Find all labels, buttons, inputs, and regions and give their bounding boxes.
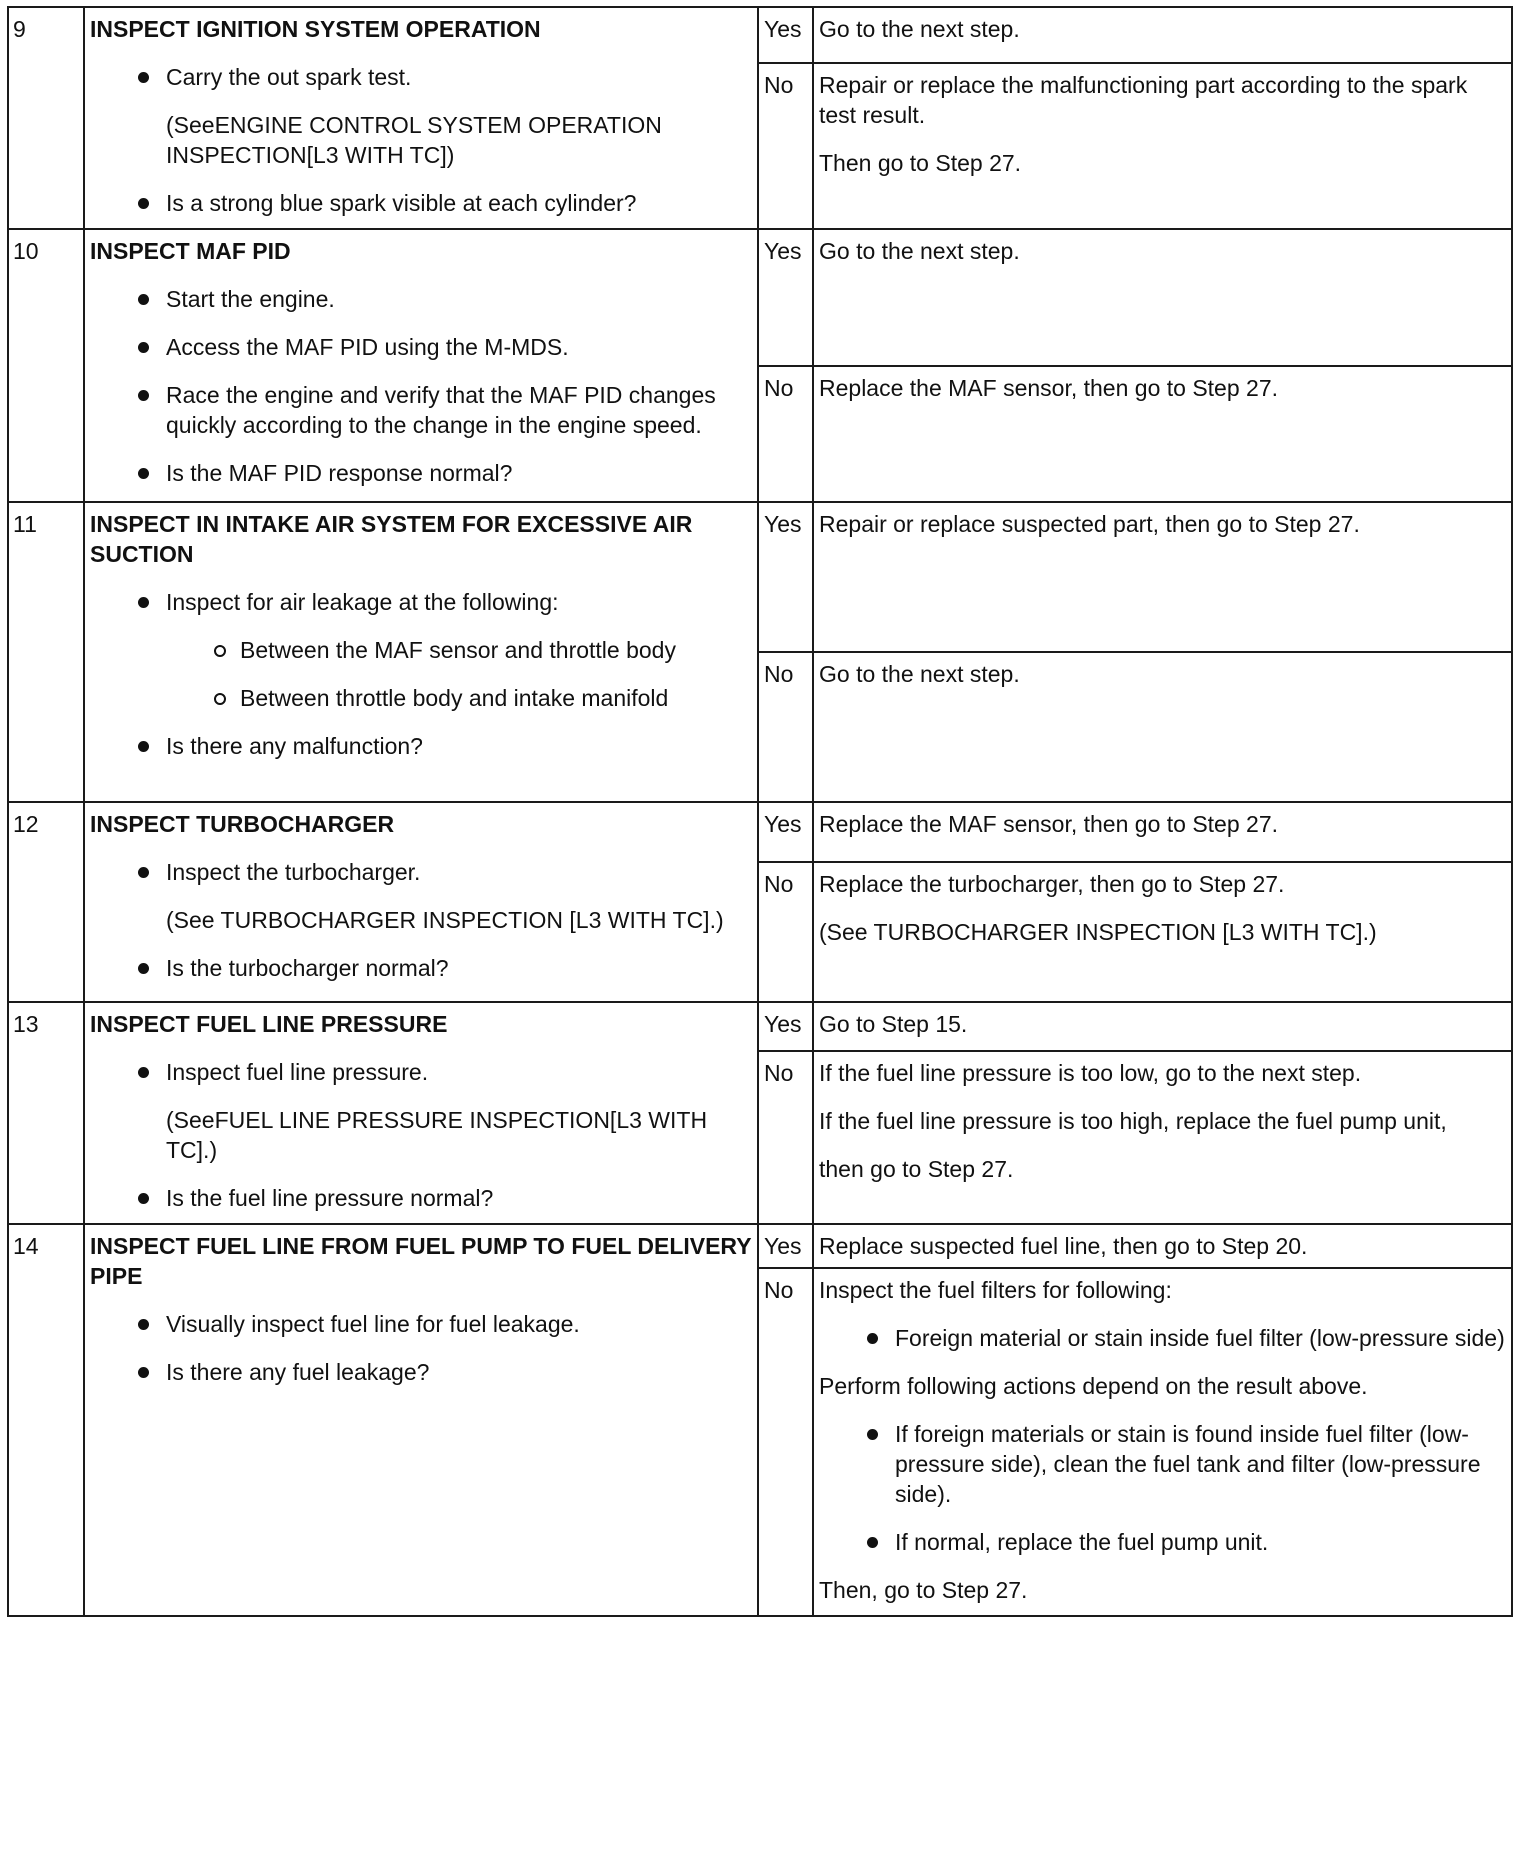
yes-action: Go to the next step. — [813, 229, 1512, 366]
action-text: Inspect the fuel filters for following: — [819, 1277, 1172, 1303]
yes-label: Yes — [758, 7, 813, 63]
no-label: No — [758, 652, 813, 802]
step-number: 12 — [8, 802, 84, 1002]
action-text: Replace the turbocharger, then go to Step 27. — [819, 871, 1285, 897]
no-action: Replace the MAF sensor, then go to Step 27. — [813, 366, 1512, 502]
step-title: INSPECT FUEL LINE PRESSURE — [90, 1011, 448, 1037]
step-body — [84, 502, 758, 802]
step-number: 13 — [8, 1002, 84, 1224]
bullet-question: Is the MAF PID response normal? — [90, 458, 753, 488]
action-text: (See TURBOCHARGER INSPECTION [L3 WITH TC].) — [819, 919, 1377, 945]
step-number: 11 — [8, 502, 84, 802]
no-action — [813, 1051, 1512, 1224]
action-text: If the fuel line pressure is too high, replace the fuel pump unit, — [819, 1107, 1447, 1134]
action-text: Then go to Step 27. — [819, 149, 1022, 176]
yes-action: Go to Step 15. — [813, 1002, 1512, 1051]
no-action — [813, 63, 1512, 230]
bullet-question: Is the turbocharger normal? — [90, 953, 753, 983]
step-title: INSPECT IGNITION SYSTEM OPERATION — [90, 16, 541, 42]
yes-label: Yes — [758, 802, 813, 862]
diagnostic-steps-table — [7, 6, 1513, 1617]
bullet-item: Inspect fuel line pressure. — [90, 1057, 753, 1087]
step-11-yes-row — [8, 502, 1512, 652]
action-text: Then, go to Step 27. — [819, 1577, 1028, 1603]
no-action — [813, 1268, 1512, 1616]
bullet-item: Inspect for air leakage at the following: — [90, 587, 753, 617]
step-title: INSPECT IN INTAKE AIR SYSTEM FOR EXCESSIVE AIR SUCTION — [90, 511, 693, 567]
sub-bullet-item: Between the MAF sensor and throttle body — [90, 635, 753, 665]
bullet-item: Race the engine and verify that the MAF PID changes quickly according to the change in the engine speed. — [90, 380, 753, 440]
reference-note: (See TURBOCHARGER INSPECTION [L3 WITH TC].) — [166, 907, 724, 933]
yes-action: Replace suspected fuel line, then go to Step 20. — [813, 1224, 1512, 1268]
action-text: Repair or replace the malfunctioning part according to the spark test result. — [819, 71, 1468, 128]
yes-label: Yes — [758, 502, 813, 652]
bullet-question: Is there any malfunction? — [90, 731, 753, 761]
yes-label: Yes — [758, 229, 813, 366]
action-text: If the fuel line pressure is too low, go to the next step. — [819, 1059, 1362, 1086]
no-action: Go to the next step. — [813, 652, 1512, 802]
step-number: 9 — [8, 7, 84, 229]
step-title: INSPECT TURBOCHARGER — [90, 811, 395, 837]
yes-label: Yes — [758, 1224, 813, 1268]
bullet-item: Start the engine. — [90, 284, 753, 314]
step-12-yes-row — [8, 802, 1512, 862]
bullet-item: Carry the out spark test. — [90, 62, 753, 92]
step-14-yes-row — [8, 1224, 1512, 1268]
bullet-question: Is a strong blue spark visible at each cylinder? — [90, 188, 753, 218]
step-title: INSPECT FUEL LINE FROM FUEL PUMP TO FUEL DELIVERY PIPE — [90, 1233, 752, 1289]
action-text: then go to Step 27. — [819, 1155, 1014, 1182]
step-number: 14 — [8, 1224, 84, 1616]
step-title: INSPECT MAF PID — [90, 238, 291, 264]
step-body — [84, 229, 758, 502]
step-number: 10 — [8, 229, 84, 502]
bullet-item: Visually inspect fuel line for fuel leakage. — [90, 1309, 753, 1339]
action-text: Perform following actions depend on the result above. — [819, 1373, 1368, 1399]
no-action — [813, 862, 1512, 1002]
step-9-yes-row — [8, 7, 1512, 63]
no-label: No — [758, 63, 813, 230]
action-bullet: Foreign material or stain inside fuel filter (low-pressure side) — [819, 1323, 1505, 1353]
step-10-yes-row — [8, 229, 1512, 366]
step-body — [84, 802, 758, 1002]
sub-bullet-item: Between throttle body and intake manifold — [90, 683, 753, 713]
bullet-question: Is the fuel line pressure normal? — [90, 1183, 753, 1213]
no-label: No — [758, 1268, 813, 1616]
step-body — [84, 7, 758, 229]
no-label: No — [758, 862, 813, 1002]
step-body — [84, 1002, 758, 1224]
yes-action: Replace the MAF sensor, then go to Step 27. — [813, 802, 1512, 862]
bullet-item: Inspect the turbocharger. — [90, 857, 753, 887]
yes-action: Repair or replace suspected part, then go to Step 27. — [813, 502, 1512, 652]
no-label: No — [758, 366, 813, 502]
no-label: No — [758, 1051, 813, 1224]
reference-note: (SeeFUEL LINE PRESSURE INSPECTION[L3 WITH TC].) — [166, 1107, 708, 1163]
yes-label: Yes — [758, 1002, 813, 1051]
bullet-item: Access the MAF PID using the M-MDS. — [90, 332, 753, 362]
yes-action: Go to the next step. — [813, 7, 1512, 63]
action-bullet: If normal, replace the fuel pump unit. — [819, 1527, 1505, 1557]
step-13-yes-row — [8, 1002, 1512, 1051]
reference-note: (SeeENGINE CONTROL SYSTEM OPERATION INSPECTION[L3 WITH TC]) — [166, 112, 662, 168]
step-body — [84, 1224, 758, 1616]
action-bullet: If foreign materials or stain is found inside fuel filter (low-pressure side), clean the fuel tank and filter (low-pressure side). — [819, 1419, 1505, 1509]
bullet-question: Is there any fuel leakage? — [90, 1357, 753, 1387]
